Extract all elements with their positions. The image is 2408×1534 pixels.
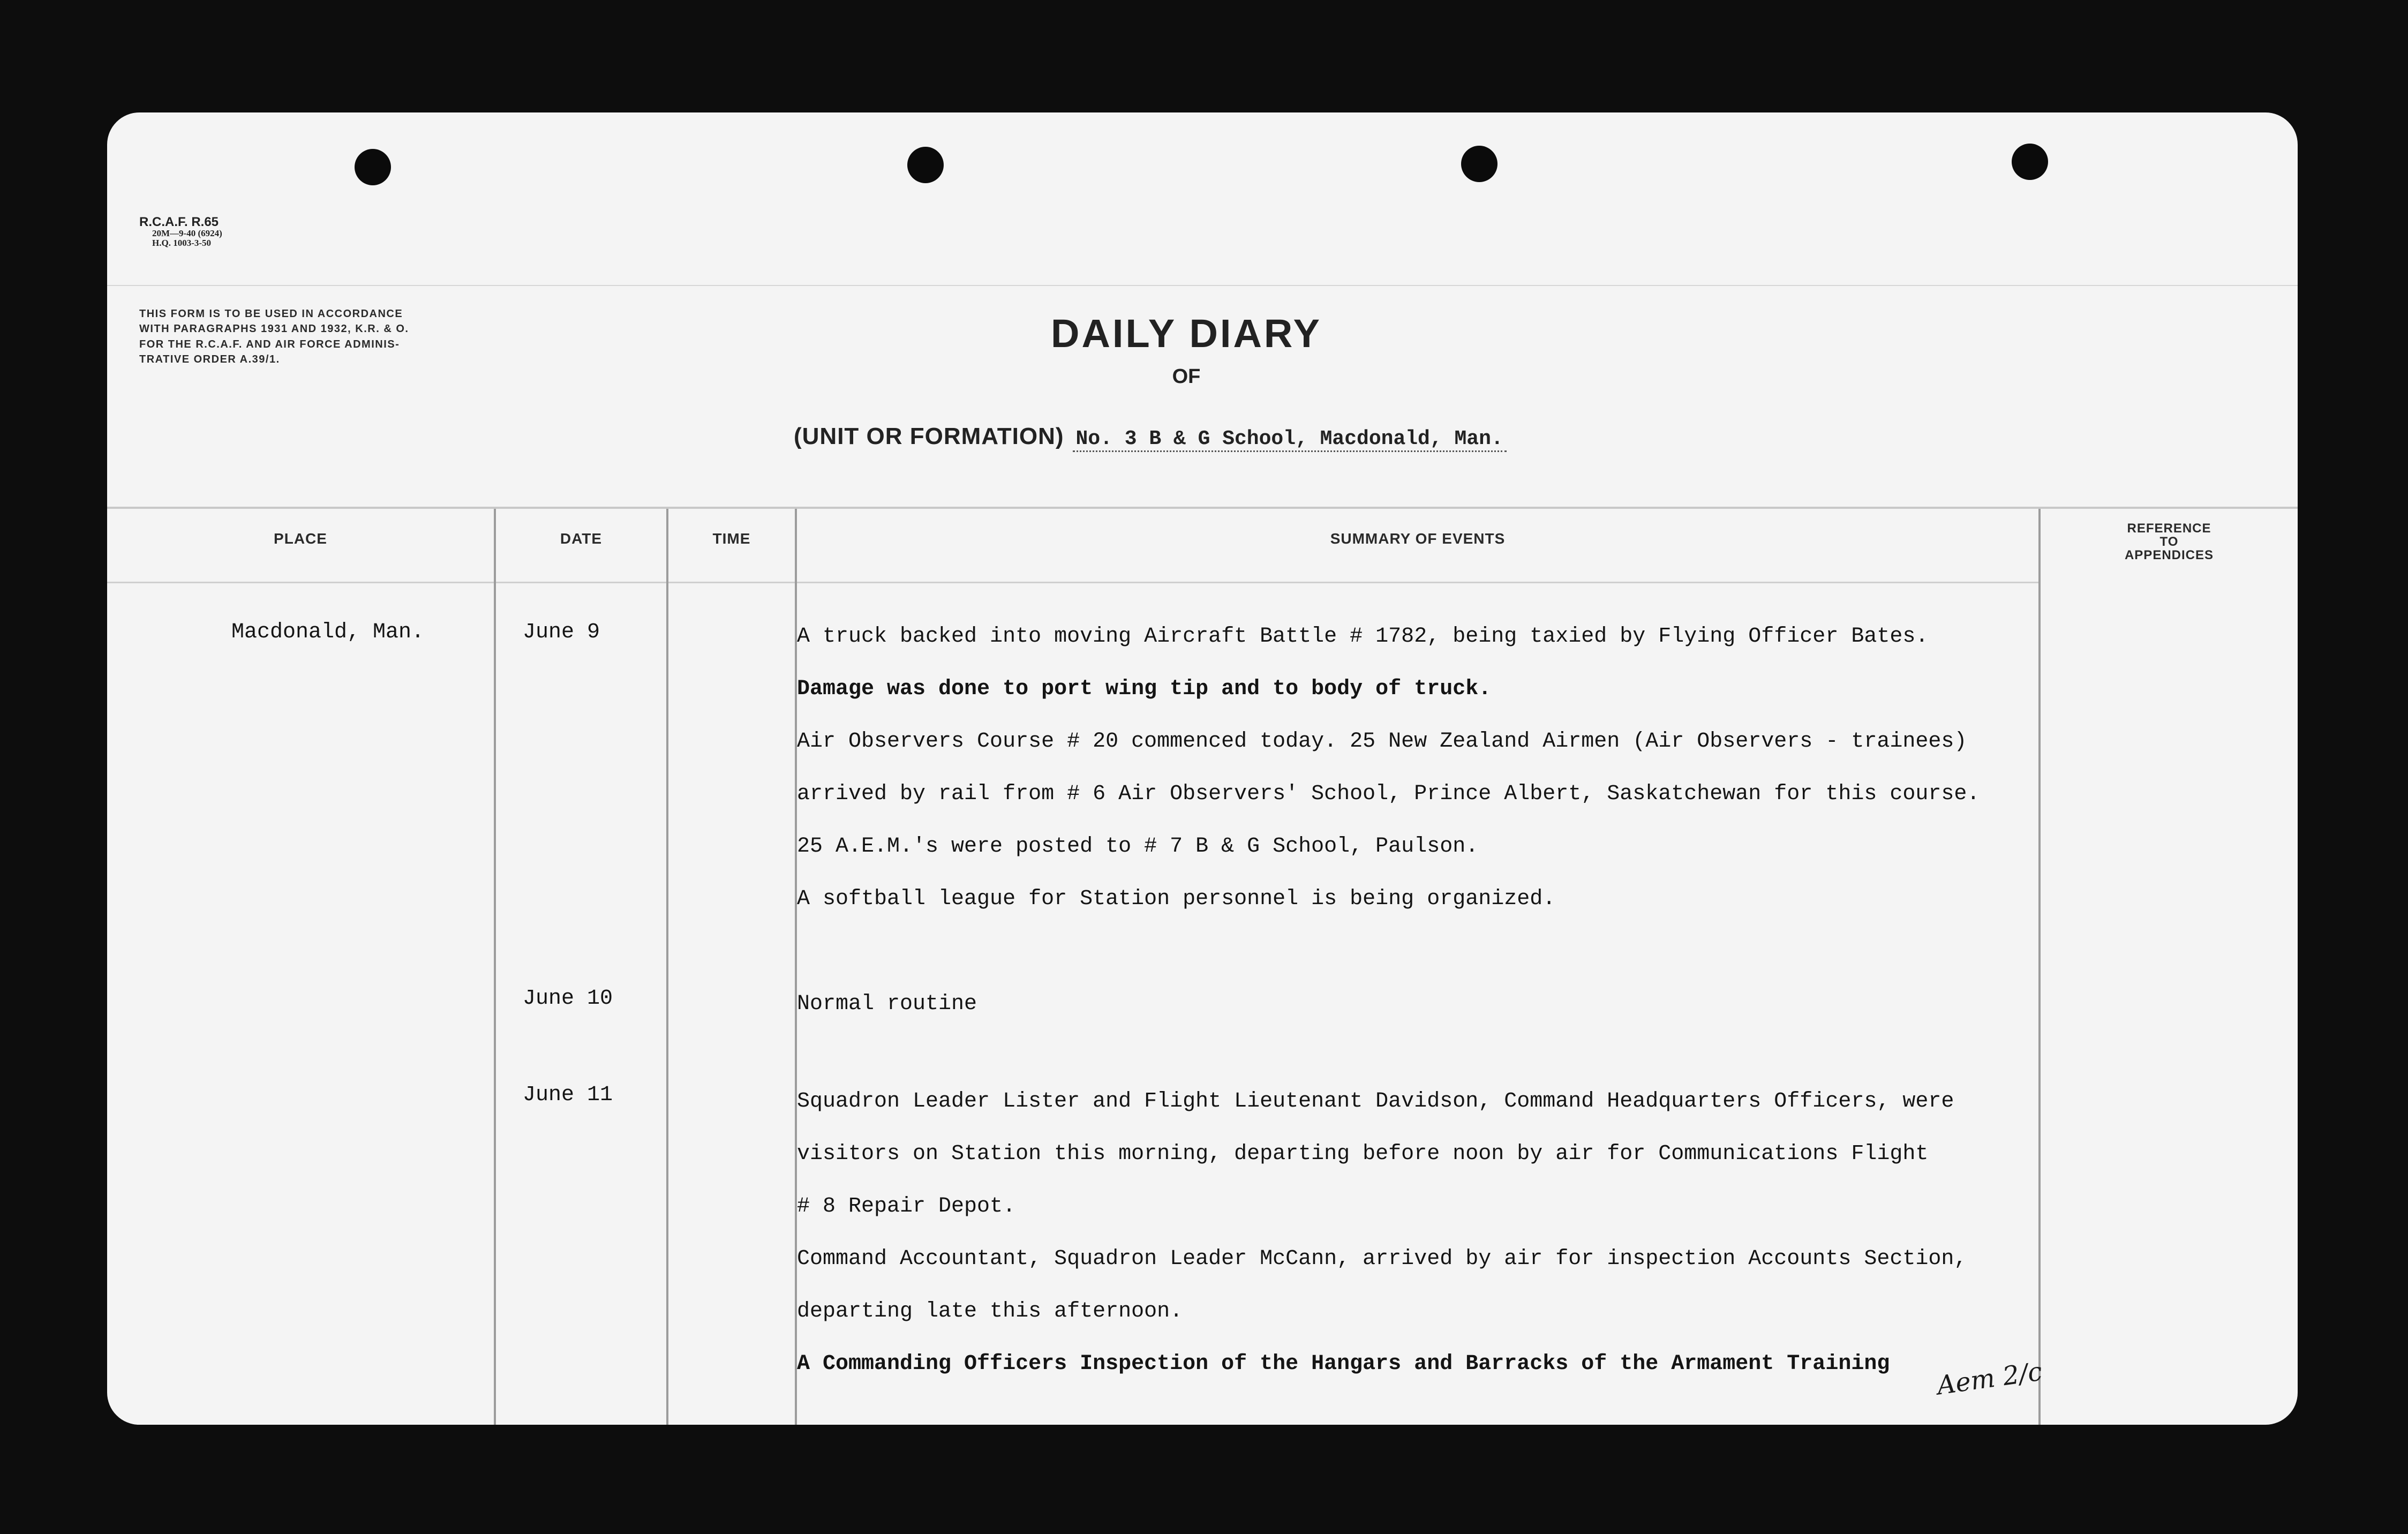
reference-header-line: APPENDICES — [2124, 548, 2214, 563]
event-line: Air Observers Course # 20 commenced today. 25 New Zealand Airmen (Air Observers - trainees) — [797, 730, 1967, 754]
entry-date: June 10 — [523, 987, 613, 1011]
column-header-date: DATE — [560, 530, 603, 547]
handwritten-signature: Aem 2/c — [1935, 1356, 2044, 1401]
binder-hole — [355, 149, 391, 185]
instruction-line: TRATIVE ORDER A.39/1. — [139, 354, 280, 366]
form-code-line: H.Q. 1003-3-50 — [152, 238, 212, 249]
table-top-rule — [107, 507, 2298, 509]
event-line: departing late this afternoon. — [797, 1299, 1183, 1324]
unit-line — [794, 423, 1507, 450]
event-line: A Commanding Officers Inspection of the Hangars and Barracks of the Armament Training — [797, 1352, 1890, 1376]
event-line: A softball league for Station personnel is being organized. — [797, 887, 1556, 911]
event-line: Damage was done to port wing tip and to body of truck. — [797, 677, 1492, 701]
event-line: A truck backed into moving Aircraft Battle # 1782, being taxied by Flying Officer Bates. — [797, 625, 1929, 649]
column-divider — [666, 509, 668, 1425]
page-subtitle: OF — [1172, 365, 1201, 388]
event-spacer — [797, 1031, 2029, 1076]
instruction-line: THIS FORM IS TO BE USED IN ACCORDANCE — [139, 308, 403, 320]
unit-value: No. 3 B & G School, Macdonald, Man. — [1073, 427, 1507, 452]
form-code-line: 20M—9-40 (6924) — [152, 228, 222, 239]
event-line: # 8 Repair Depot. — [797, 1194, 1016, 1219]
column-header-time: TIME — [712, 530, 751, 547]
header-separator — [107, 285, 2298, 286]
form-code — [139, 215, 222, 248]
event-line: Squadron Leader Lister and Flight Lieutenant Davidson, Command Headquarters Officers, were — [797, 1089, 1954, 1114]
event-spacer — [797, 926, 2029, 978]
unit-label: (UNIT OR FORMATION) — [794, 423, 1064, 449]
summary-of-events — [797, 611, 2029, 1390]
column-divider — [494, 509, 496, 1425]
event-line: Normal routine — [797, 992, 977, 1016]
entry-date: June 11 — [523, 1083, 613, 1107]
entry-place: Macdonald, Man. — [231, 620, 425, 644]
column-header-summary: SUMMARY OF EVENTS — [1330, 530, 1506, 547]
event-line: arrived by rail from # 6 Air Observers' School, Prince Albert, Saskatchewan for this course. — [797, 782, 1980, 806]
event-line: Command Accountant, Squadron Leader McCann, arrived by air for inspection Accounts Section, — [797, 1247, 1967, 1271]
event-line: visitors on Station this morning, departing before noon by air for Communications Flight — [797, 1142, 1929, 1166]
event-line: 25 A.E.M.'s were posted to # 7 B & G School, Paulson. — [797, 834, 1479, 859]
column-header-reference — [2041, 522, 2298, 562]
entry-date: June 9 — [523, 620, 600, 644]
binder-hole — [1461, 146, 1498, 182]
header-row-rule — [107, 582, 2041, 583]
reference-header-line: TO — [2159, 535, 2179, 550]
form-code-line: R.C.A.F. R.65 — [139, 215, 219, 229]
binder-hole — [2012, 144, 2048, 180]
instruction-line: FOR THE R.C.A.F. AND AIR FORCE ADMINIS- — [139, 338, 400, 350]
diary-page — [107, 112, 2298, 1425]
page-title: DAILY DIARY — [1051, 311, 1322, 356]
reference-header-line: REFERENCE — [2127, 521, 2211, 536]
instruction-line: WITH PARAGRAPHS 1931 AND 1932, K.R. & O. — [139, 323, 409, 335]
column-header-place: PLACE — [274, 530, 327, 547]
binder-hole — [907, 147, 944, 183]
column-divider — [2038, 509, 2041, 1425]
